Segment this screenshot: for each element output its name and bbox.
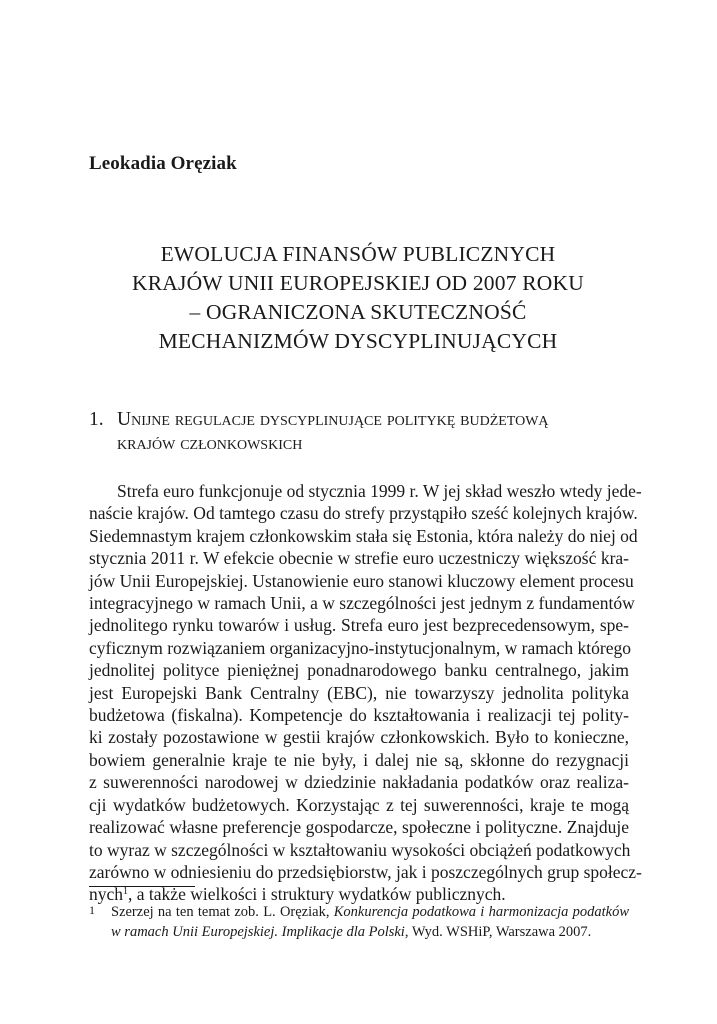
body-text: nych xyxy=(89,884,124,905)
body-line: cji wydatków budżetowych. Korzystając z tej suwerenności, kraje te mogą xyxy=(89,794,629,815)
chapter-title-line: – OGRANICZONA SKUTECZNOŚĆ xyxy=(189,300,527,324)
body-line: zarówno w odniesieniu do przedsiębiorstw, jak i poszczególnych grup społecz- xyxy=(89,861,642,882)
body-line: z suwerenności narodowej w dziedzinie nakładania podatków oraz realiza- xyxy=(89,772,629,793)
footnote-text-plain: Szerzej na ten temat zob. L. Oręziak, xyxy=(111,904,334,920)
section-heading xyxy=(89,408,629,456)
footnote-book-title: Konkurencja podatkowa i harmonizacja podatków xyxy=(333,904,630,920)
body-line: bowiem generalnie kraje te nie były, i dalej nie są, skłonne do rezygnacji xyxy=(89,749,629,770)
body-line: integracyjnego w ramach Unii, a w szczególności jest jednym z fundamentów xyxy=(89,593,635,614)
body-line: jest Europejski Bank Centralny (EBC), nie towarzyszy jednolita polityka xyxy=(89,682,629,703)
body-line: budżetowa (fiskalna). Kompetencje do kształtowania i realizacji tej polity- xyxy=(89,705,629,726)
chapter-title-line: MECHANIZMÓW DYSCYPLINUJĄCYCH xyxy=(158,329,558,353)
body-line: ki zostały pozostawione w gestii krajów członkowskich. Było to konieczne, xyxy=(89,727,629,748)
body-line: realizować własne preferencje gospodarcze, społeczne i polityczne. Znajduje xyxy=(89,817,629,838)
body-line: to wyraz w szczególności w kształtowaniu wysokości obciążeń podatkowych xyxy=(89,839,631,860)
footnote-text xyxy=(111,902,629,942)
body-line: Strefa euro funkcjonuje od stycznia 1999 r. W jej skład weszło wtedy jede- xyxy=(117,481,642,501)
body-line: jednolitego rynku towarów i usług. Strefa euro jest bezprecedensowym, spe- xyxy=(89,615,629,636)
footnote-separator xyxy=(89,886,195,887)
footnote-text-plain: , Wyd. WSHiP, Warszawa 2007. xyxy=(404,924,592,940)
body-paragraph xyxy=(89,480,642,906)
chapter-title xyxy=(89,240,627,356)
body-text: , a także wielkości i struktury wydatków publicznych. xyxy=(128,884,506,905)
body-line: cyficznym rozwiązaniem organizacyjno-instytucjonalnym, w ramach którego xyxy=(89,637,631,658)
section-heading-line: krajów członkowskich xyxy=(117,433,303,454)
author-name: Leokadia Oręziak xyxy=(89,153,237,174)
section-heading-text xyxy=(117,408,629,456)
footnote xyxy=(89,902,629,942)
body-line: jów Unii Europejskiej. Ustanowienie euro stanowi kluczowy element procesu xyxy=(89,570,634,591)
body-line: Siedemnastym krajem członkowskim stała się Estonia, która należy do niej od xyxy=(89,525,638,546)
body-line: stycznia 2011 r. W efekcie obecnie w strefie euro uczestniczy większość kra- xyxy=(89,548,629,569)
chapter-title-line: KRAJÓW UNII EUROPEJSKIEJ OD 2007 ROKU xyxy=(132,271,584,295)
section-number: 1. xyxy=(89,409,104,430)
body-line: jednolitej polityce pieniężnej ponadnarodowego banku centralnego, jakim xyxy=(89,660,629,681)
footnote-reference[interactable]: 1 xyxy=(123,886,129,898)
footnote-line xyxy=(111,922,629,942)
footnote-book-title: w ramach Unii Europejskiej. Implikacje dla Polski xyxy=(111,924,405,940)
chapter-title-line: EWOLUCJA FINANSÓW PUBLICZNYCH xyxy=(160,242,556,266)
footnote-line xyxy=(111,902,629,922)
body-line: naście krajów. Od tamtego czasu do strefy przystąpiło sześć kolejnych krajów. xyxy=(89,503,638,524)
section-heading-line: Unijne regulacje dyscyplinujące politykę budżetową xyxy=(117,409,549,430)
footnote-mark: 1 xyxy=(89,903,95,917)
